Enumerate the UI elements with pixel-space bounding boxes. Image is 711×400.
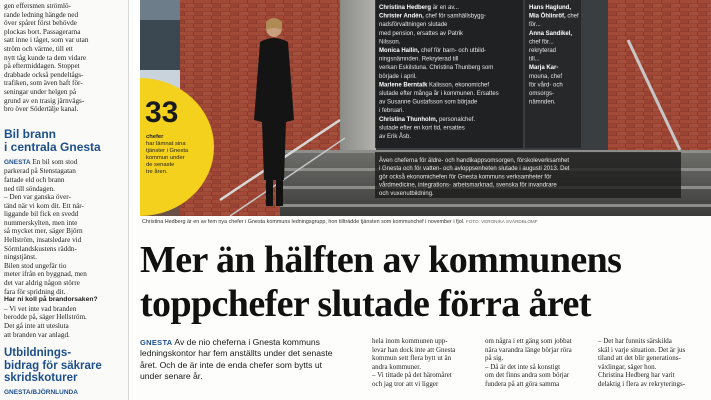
chef-list-line: för...: [529, 22, 541, 29]
chef-list-line: till...: [529, 56, 540, 63]
chef-list-line: började i april.: [379, 73, 417, 80]
body-column-3: – Det har funnits särskilda skäl i varje situation. Det är jus tiland att det blir generations- växlingar, säger hon. Christina Hedberg har varit delaktig i flera av rekryterings-: [598, 337, 686, 388]
chef-list-line: i Gnesta och för vatten- och avloppsenheten slutade i augusti 2013. Det: [379, 166, 570, 173]
fire-article-question: Har ni koll på brandorsaken?: [4, 296, 98, 304]
chef-list-line: Anna Sandikel,: [529, 30, 573, 37]
chef-list-line: Christer Andén, chef för samhällsbygg-: [379, 13, 486, 20]
left-news-column: [0, 0, 129, 400]
chef-list-line: omsorgs-: [529, 91, 555, 97]
skating-article-body: [0, 388, 128, 398]
chef-list-line: Även cheferna för äldre- och handikappsomsorgen, förskoleverksamhet: [379, 158, 570, 164]
chef-list-line: Hans Haglund,: [529, 5, 572, 11]
chef-list-line: i februari.: [379, 108, 405, 115]
chef-list-line: ningsnämnden. Rekryterad till: [379, 56, 459, 63]
chef-list-line: slutade efter många år i kommunen. Ersattes: [379, 91, 499, 97]
chef-list-line: med pension, ersattes av Patrik: [379, 30, 464, 37]
chef-list-overlay: [375, 0, 711, 210]
photo-caption: Christina Hedberg är en av fem nya chefer i Gnesta kommuns ledningsgrupp, hon tillträdde tjänsten som kommunchef i november i fjol. FOTO: VERONIKA SVÄRDBLOMF: [142, 219, 538, 225]
chef-list-line: Nilsson.: [379, 39, 401, 46]
body-column-2: om några i ett gäng som jobbat nära varandra länge börjar röra på sig. – Då är det inte så konstigt om det finns andra som börjar fundera på att göra samma: [485, 337, 572, 388]
chef-list-line: Mia Öhlinröf, chef: [529, 13, 579, 20]
left-top-article: gen effersmen strömlö- rande ledning hängde ned över spåret först behövde plockas bort. Passagerarna satt inne i tåget, som var utan ström och värme, till ett nytt tåg kunde ta dem vidare på eftermiddagen. Stoppet drabbade också pendeltågs- trafiken, som även haft för- seningar under helgen på grund av en trasig järnvägs- bro över Södertälje kanal.: [4, 2, 89, 114]
stat-badge: [140, 78, 214, 216]
photo-credit: FOTO: VERONIKA SVÄRDBLOMF: [465, 219, 538, 224]
chef-list-line: chef för...: [529, 39, 554, 46]
chef-list-line: för vård- och: [529, 82, 563, 89]
chef-list-line: mouna, chef: [529, 73, 563, 80]
lead-place: GNESTA: [140, 338, 173, 347]
main-headline: Mer än hälften av kommunens toppchefer slutade förra året: [140, 239, 622, 325]
chef-list-line: vårdmedicine, integrations- arbetsmarknad, svenska för invandrare: [379, 182, 557, 189]
chef-list-line: verkan Eskilstuna. Christina Thunberg som: [379, 65, 494, 72]
body-column-1: hela inom kommunen upp- levar han dock inte att Gnesta kommun sett flera bytt ut än andra kommuner. – Vi tittade på det häromåret och jag tror att vi ligger: [372, 337, 456, 388]
chef-list-line: gör också ekonomichefen för Gnesta kommuns verksamheter för: [379, 174, 552, 181]
chef-list-line: av Susanne Gustafsson som började: [379, 99, 478, 106]
chef-list-line: Monica Hallin, chef för barn- och utbild-: [379, 48, 487, 54]
chef-list-line: nämnden.: [529, 99, 556, 106]
chef-list-line: rekryterad: [529, 48, 557, 54]
chef-list-line: Marlene Berntalk Kalisson, ekonomichef: [379, 82, 490, 89]
chef-list-line: av Erik Åsb.: [379, 134, 412, 140]
badge-text: chefer har lämnat sina tjänster i Gnesta kommun under de senaste tre åren.: [146, 134, 189, 175]
chef-list-line: nadsförvaltningen slutade: [379, 22, 448, 29]
badge-number: 33: [145, 96, 179, 129]
lead-paragraph: GNESTA Av de nio cheferna i Gnesta kommuns ledningskontor har fem anställts under det senaste året. Och de är inte de enda chefer som bytts ut under senare år.: [140, 337, 333, 382]
fire-article-place: GNESTA: [4, 158, 31, 166]
chef-list-line: och vuxenutbildning.: [379, 190, 434, 197]
chef-list-line: slutade efter en kort tid, ersattes: [379, 125, 465, 132]
chef-list-line: Christina Thunholm, personalchef.: [379, 116, 476, 123]
skating-article-place: GNESTA/BJÖRNLUNDA: [4, 388, 78, 396]
skating-article-headline: Utbildnings- bidrag för säkrare skridskoturer: [4, 347, 102, 385]
chef-list-line: Christina Hedberg är en av...: [379, 5, 459, 11]
chef-list-line: Marja Kar-: [529, 65, 559, 72]
fire-article-headline: Bil brann i centrala Gnesta: [4, 126, 101, 154]
fire-article-body: GNESTA En bil som stod parkerad på Stenstagatan fattade eld och brann ned till söndagen. – Den var ganska över- tänd när vi kom dit. Ett när- liggande bil fick en svedd nummerskylten, men inte så mycket mer, säger Björn Hellström, insatsledare vid Sörmlandskustens räddn- ningstjänst. Bilen stod ungefär tio meter ifrån en byggnad, men det var aldrig någon större fara för spridning dit. Har ni koll på brandorsaken? – Vi vet inte vad branden berodde på, säger Hellström. Det gå inte att utesluta att branden var anlagd.: [0, 158, 128, 339]
chef-list-box: [375, 0, 711, 210]
